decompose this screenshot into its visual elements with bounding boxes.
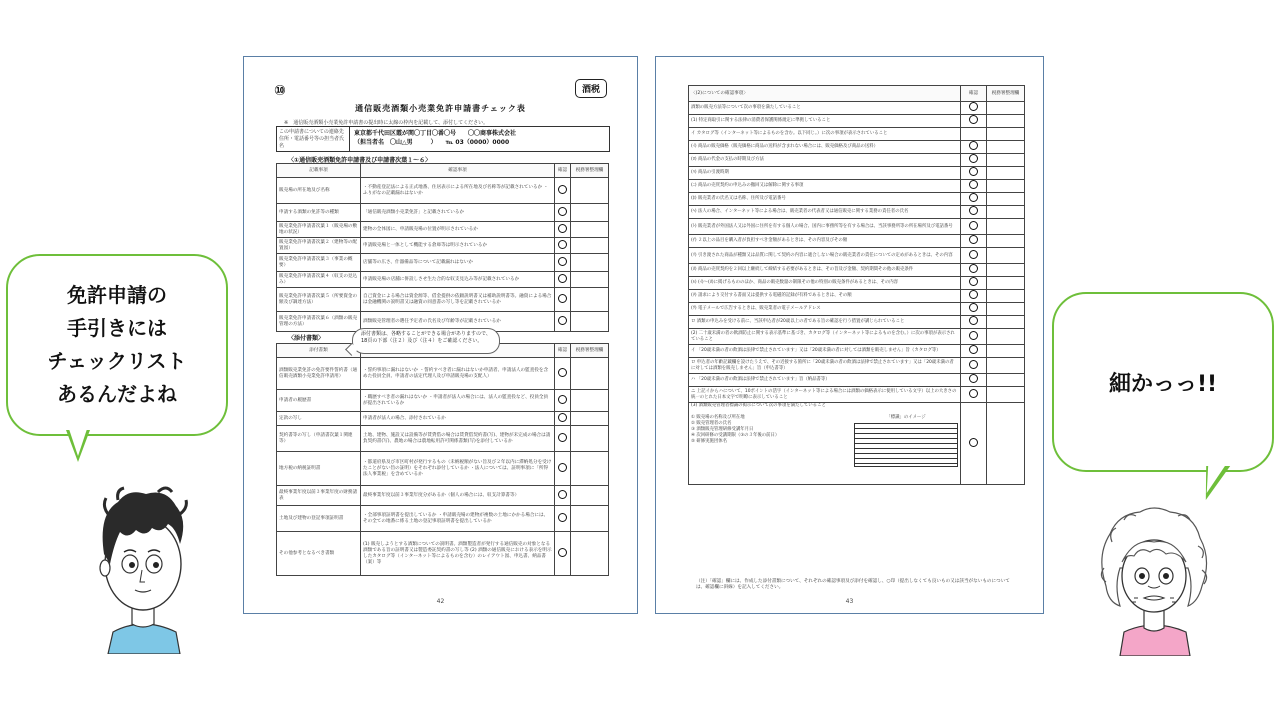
sign-item-list (691, 415, 848, 467)
row-check: 最終事業年度以前３事業年度分があるか（個人の場合には、収支計算書等） (361, 486, 555, 506)
row-check: ・都道府県及び市区町村が発行するもの（未納税額がない旨及び２年以内に滞納処分を受けたことがない旨の証明）をそれぞれ添付しているか ・法人については、証明事項に「所得法人事業税」を含めているか (361, 452, 555, 486)
attachment-row (277, 390, 609, 412)
confirm-cell[interactable] (961, 374, 987, 387)
bubble-left-tail-inner (69, 429, 87, 456)
confirm-row (689, 167, 1025, 180)
confirm-cell[interactable] (961, 290, 987, 303)
row-check: 「通信販売酒類小売業免許」と記載されているか (361, 204, 555, 222)
confirm-cell[interactable] (961, 248, 987, 264)
confirm-row-label: (ﾛ) 商品の代金の支払の時期及び方法 (691, 157, 764, 162)
confirm-row (689, 219, 1025, 235)
check-circle-icon (969, 264, 978, 273)
confirm-row (689, 403, 1025, 485)
sign-item: ④ 次回研修の受講期限（③の３年後の前日） (691, 433, 780, 438)
confirm-row-text (689, 180, 961, 193)
confirm-cell[interactable] (961, 277, 987, 290)
confirm-row-label: (2) 二十歳未満の者の飲酒防止に関する表示基準に基づき、カタログ等（インターネット等によるものを含む。）に次の事項が表示されていること (691, 330, 955, 342)
sign-item: ② 販売管理者の氏名 (691, 421, 732, 426)
row-check: 申請販売場の店舗に併設しさせ生た合的な収支見込み等が記載されているか (361, 272, 555, 288)
officer-cell (987, 358, 1025, 374)
officer-cell (571, 358, 609, 390)
confirm-row-text (689, 387, 961, 403)
row-item: 申請する酒類の免許等の種類 (277, 204, 361, 222)
confirm-row-label: (ｦ) 請求により交付する書面又は提供する電磁的記録が有料であるときは、その額 (691, 293, 852, 298)
applicant-value (350, 127, 609, 151)
check-row (277, 288, 609, 312)
check-circle-icon (969, 438, 978, 447)
confirm-cell[interactable] (961, 329, 987, 345)
applicant-contact: （担当者名 〇山△男 ） ℡ 03（0000）0000 (354, 139, 510, 146)
confirm-cell[interactable] (961, 387, 987, 403)
confirm-row-label: (ﾁ) ２以上の品目を購入者が負担すべき金額があるときは、その内容及びその額 (691, 238, 848, 243)
confirm-row-text (689, 358, 961, 374)
officer-cell (571, 254, 609, 272)
confirm-row-text (689, 102, 961, 115)
check-row (277, 222, 609, 238)
woman-character-illustration (1094, 506, 1214, 656)
confirm-row (689, 329, 1025, 345)
check-circle-icon (969, 206, 978, 215)
check-circle-icon (558, 257, 567, 266)
check-circle-icon (969, 102, 978, 111)
col-officer: 税務署整理欄 (571, 164, 609, 178)
officer-cell (987, 290, 1025, 303)
confirm-row-text (689, 219, 961, 235)
confirm-cell[interactable] (555, 532, 571, 576)
officer-cell (571, 390, 609, 412)
confirm-cell[interactable] (961, 264, 987, 277)
confirm-row (689, 141, 1025, 154)
check-circle-icon (969, 180, 978, 189)
officer-cell (987, 141, 1025, 154)
check-row (277, 238, 609, 254)
officer-cell (987, 154, 1025, 167)
confirm-row (689, 316, 1025, 329)
confirm-row-text (689, 141, 961, 154)
confirm-row-label: イ カタログ等（インターネット等によるものを含む。以下同じ。）に次の事項が表示されていること (691, 131, 888, 136)
check-circle-icon (969, 154, 978, 163)
check-circle-icon (969, 115, 978, 124)
row-item: 契約書等の写し（申請書次葉１関連等） (277, 426, 361, 452)
confirm-row-label: ニ 上記イからハについて、10ポイントの活字（インターネット等による場合には酒類の価格表示に使用している文字）以上の大きさの統一のとれた日本文字で明瞭に表示していること (691, 388, 957, 400)
officer-cell (987, 167, 1025, 180)
confirm-cell[interactable] (555, 506, 571, 532)
row-check: ・全部事項証明書を提出しているか ・申請販売場の建物が複数の土地にかかる場合には、その全ての地番に係る土地の登記事項証明書を提出しているか (361, 506, 555, 532)
check-circle-icon (558, 207, 567, 216)
confirm-row-label: (ﾆ) 商品の売買契約の申込みの撤回又は解除に関する事項 (691, 183, 804, 188)
officer-cell (571, 238, 609, 254)
confirm-row (689, 193, 1025, 206)
document-page-right (655, 56, 1044, 614)
document-note: ※ 通信販売酒類小売業免許申請書の提出時に太線の枠内を記載して、添付してください。 (284, 120, 489, 126)
confirm-row-label: ハ 「20歳未満の者の飲酒は法律で禁止されています」旨（納品書等） (691, 377, 830, 382)
confirm-cell[interactable] (961, 193, 987, 206)
row-item: 販売業免許申請書次葉１（販売場の敷地の状況） (277, 222, 361, 238)
confirm-row-text (689, 264, 961, 277)
row-item: 販売業免許申請書次葉３（事業の概要） (277, 254, 361, 272)
confirm-cell[interactable] (555, 272, 571, 288)
confirm-cell[interactable] (961, 141, 987, 154)
confirm-row-label: (ﾊ) 商品の引渡時期 (691, 170, 729, 175)
row-item: 土地及び建物の登記事項証明書 (277, 506, 361, 532)
officer-cell (987, 403, 1025, 485)
confirm-row-text (689, 248, 961, 264)
check-row (277, 272, 609, 288)
officer-cell (571, 532, 609, 576)
officer-cell (987, 316, 1025, 329)
row-item: 最終事業年度以前３事業年度の財務諸表 (277, 486, 361, 506)
check-circle-icon (558, 413, 567, 422)
confirm-cell[interactable] (961, 102, 987, 115)
confirm-row-label: 酒類の販売方法等について次の事項を満たしていること (691, 105, 801, 110)
bubble-left-text (48, 279, 187, 411)
row-item: 販売業免許申請書次葉６（酒類の販売管理の方法） (277, 312, 361, 332)
row-check: 酒類販売管理者の選任予定者の氏名及び年齢等が記載されているか (361, 312, 555, 332)
officer-cell (987, 248, 1025, 264)
confirm-cell[interactable] (555, 412, 571, 426)
check-circle-icon (969, 250, 978, 259)
row-check: 自己資金による場合は資金源等、借金提供の依頼説明書又は補助説明書等。融資による場合は金融機関の説明書又は融資の同意書の写し等を記載されているか (361, 288, 555, 312)
check-circle-icon (558, 240, 567, 249)
confirm-cell[interactable] (961, 206, 987, 219)
confirm-row-label: ロ 申込者の年齢記載欄を設けたうえで、その近接する箇所に「20歳未満の者の飲酒は法律で禁止されています」又は「20歳未満の者に対しては酒類を販売しません」旨（申込書等） (691, 359, 954, 371)
speech-bubble-right (1052, 292, 1274, 472)
confirm-cell[interactable] (961, 167, 987, 180)
confirm-cell[interactable] (555, 452, 571, 486)
confirm-row-label: (ﾍ) 法人の場合、インターネット等による場合は、販売業者の代表者又は通信販売に関する業務の責任者の氏名 (691, 209, 909, 214)
confirm-cell[interactable] (555, 254, 571, 272)
confirm-row (689, 248, 1025, 264)
confirm-cell[interactable] (555, 178, 571, 204)
confirm-row-text (689, 235, 961, 248)
confirm-row-label: (ﾙ) (ｲ)～(ﾇ)に掲げるもののほか、商品の販売数量の制限その他の特別の販売条件があるときは、その内容 (691, 280, 899, 285)
check-circle-icon (558, 316, 567, 325)
confirm-row-text (689, 206, 961, 219)
row-item: 酒類販売業免許の免許要件誓約書（通信販売酒類小売業免許申請用） (277, 358, 361, 390)
confirm-row (689, 128, 1025, 141)
row-item: その他参考となるべき書類 (277, 532, 361, 576)
confirm-row-label: イ 「20歳未満の者の飲酒は法律で禁止されています」又は「20歳未満の者に対しては酒類を販売しません」旨（カタログ等） (691, 348, 941, 353)
check-circle-icon (969, 389, 978, 398)
confirm-row-label: (ﾇ) 商品の売買契約を２回以上継続して締結する必要があるときは、その旨及び金額、契約期間その他の販売条件 (691, 267, 914, 272)
confirm-row-label: (ﾘ) 引き渡された商品が種類又は品質に関して契約の内容に適合しない場合の販売業者の責任についての定めがあるときは、その内容 (691, 252, 953, 258)
right-table-title: 〈(2)についての確認事項〉 (689, 86, 961, 102)
confirm-row-text (689, 193, 961, 206)
attachment-row (277, 452, 609, 486)
col-officer: 税務署整理欄 (571, 344, 609, 358)
confirm-row-label: (3) 酒類販売管理者標識の掲示について次の事項を満たしていること (691, 403, 826, 408)
sign-image-title: 「標識」のイメージ (886, 415, 926, 420)
bubble-left-line: 免許申請の (67, 283, 167, 307)
row-check: 建物の全体図に、申請販売場の位置が明示されているか (361, 222, 555, 238)
confirm-cell[interactable] (961, 235, 987, 248)
row-item: 申請者の履歴書 (277, 390, 361, 412)
confirm-cell[interactable] (555, 426, 571, 452)
confirm-row-text (689, 329, 961, 345)
check-row (277, 178, 609, 204)
confirm-row-text (689, 154, 961, 167)
confirm-row-text (689, 374, 961, 387)
officer-cell (987, 277, 1025, 290)
row-check: 土地、建物、施設又は設備等が賃貸借の場合は賃貸借契約書(写)、建物が未完成の場合は請負契約書(写)、農地の場合は農地転用許可関係書類(写)を添付しているか (361, 426, 555, 452)
confirm-cell[interactable] (555, 204, 571, 222)
col-confirm: 確認 (555, 344, 571, 358)
check-circle-icon (558, 368, 567, 377)
attachment-row (277, 358, 609, 390)
row-item: 定款の写し (277, 412, 361, 426)
officer-cell (987, 264, 1025, 277)
sign-item: ① 販売場の名称及び所在地 (691, 415, 745, 420)
officer-cell (571, 412, 609, 426)
section1-title: 〈①通信販売酒類免許申請書及び申請書次葉１～６〉 (288, 157, 432, 164)
row-check: ・不動産登記法による正式地番、住居表示による所在地及び名称等が記載されているか ・ふりがなの記載漏れはないか (361, 178, 555, 204)
page-number: 43 (845, 598, 854, 605)
col-item: 記載事項 (277, 164, 361, 178)
confirm-row (689, 345, 1025, 358)
confirm-cell[interactable] (961, 128, 987, 141)
confirm-cell[interactable] (961, 303, 987, 316)
officer-cell (987, 387, 1025, 403)
applicant-label: この申請書についての連絡先住所・電話番号等の担当者氏名 (277, 127, 350, 151)
bubble-right-text: 細かっっ!! (1108, 371, 1218, 397)
officer-cell (571, 204, 609, 222)
col-officer: 税務署整理欄 (987, 86, 1025, 102)
officer-cell (571, 452, 609, 486)
confirm-row (689, 358, 1025, 374)
officer-cell (571, 288, 609, 312)
sign-item: ⑤ 研修実施団体名 (691, 439, 728, 444)
applicant-address: 東京都千代田区霞が関〇丁目〇番〇号 〇〇商事株式会社 (354, 130, 517, 137)
confirm-row-text (689, 167, 961, 180)
check-circle-icon (558, 490, 567, 499)
check-circle-icon (969, 316, 978, 325)
confirm-row (689, 264, 1025, 277)
confirm-row-text (689, 290, 961, 303)
confirm-row-text (689, 303, 961, 316)
row-check: 店舗等の広さ、什器備品等について記載漏れはないか (361, 254, 555, 272)
officer-cell (987, 102, 1025, 115)
officer-cell (571, 506, 609, 532)
bubble-left-line: チェックリスト (47, 349, 187, 373)
confirm-cell[interactable] (961, 316, 987, 329)
row-check: (1) 販売しようとする酒類についての説明書。酒類製造者が発行する通信販売の対象となる酒類である旨の証明書又は製造委託契約書の写し等 (2) 酒類の通信販売における表示を明示したカタログ等（インターネット等によるものを含む）のレイアウト図、申込書、納品書（案）等 (361, 532, 555, 576)
officer-cell (987, 193, 1025, 206)
check-circle-icon (969, 193, 978, 202)
officer-cell (571, 178, 609, 204)
check-circle-icon (969, 345, 978, 354)
bubble-left-line: あるんだよね (57, 382, 177, 406)
confirm-row-label: (ﾜ) 電子メールで広告するときは、販売業者の電子メールアドレス (691, 306, 821, 311)
check-circle-icon (969, 290, 978, 299)
officer-cell (987, 374, 1025, 387)
check-circle-icon (969, 141, 978, 150)
section2-title: 〈添付書類〉 (288, 335, 325, 342)
row-item: 販売業免許申請書次葉２（建物等の配置図） (277, 238, 361, 254)
officer-cell (571, 426, 609, 452)
confirm-cell[interactable] (555, 358, 571, 390)
row-item: 地方税の納税証明書 (277, 452, 361, 486)
application-check-table (276, 163, 609, 332)
col-doc: 添付書類 (277, 344, 361, 358)
sign-item: ③ 酒類販売管理研修受講年月日 (691, 427, 754, 432)
row-check: ・誓約事項に漏れはないか ・誓約すべき者に漏れはないか申請者、申請法人の監査役を含めた役員全員、申請者の法定代理人及び申請販売場の支配人） (361, 358, 555, 390)
confirm-cell[interactable] (555, 222, 571, 238)
confirm-row-label: (ﾄ) 販売業者が外国法人又は外国に住所を有する個人の場合、国内に事務所等を有する場合は、当該事務所等の所在場所及び電話番号 (691, 223, 953, 229)
attachment-row (277, 486, 609, 506)
row-check: 申請者が法人の場合、添付されているか (361, 412, 555, 426)
row-check: ・職歴すべき者の漏れはないか ・申請者が法人の場合には、法人の監査役など、役員全員が提出されているか (361, 390, 555, 412)
officer-cell (987, 180, 1025, 193)
row-item: 販売業免許申請書次葉４（収支の見込み） (277, 272, 361, 288)
sign-image-section (691, 415, 958, 467)
confirm-cell[interactable] (555, 312, 571, 332)
confirm-cell[interactable] (961, 358, 987, 374)
officer-cell (987, 345, 1025, 358)
attachment-check-table (276, 343, 609, 576)
confirm-row (689, 387, 1025, 403)
confirm-row-label: (1) 特定商取引に関する法律の消費者保護関係規定に準拠していること (691, 118, 831, 123)
sign-plate (854, 423, 958, 467)
check-circle-icon (558, 433, 567, 442)
confirm-cell[interactable] (555, 390, 571, 412)
confirm-cell[interactable] (555, 238, 571, 254)
check-circle-icon (969, 303, 978, 312)
confirm-cell[interactable] (961, 345, 987, 358)
speech-bubble-left (6, 254, 228, 436)
bubble-left-line: 手引きには (67, 316, 167, 340)
col-confirm: 確認 (555, 164, 571, 178)
confirm-row-text (689, 316, 961, 329)
check-circle-icon (969, 360, 978, 369)
confirm-cell[interactable] (555, 486, 571, 506)
confirm-row (689, 290, 1025, 303)
officer-cell (987, 219, 1025, 235)
sign-image (854, 415, 958, 467)
confirm-row-label: ロ 酒類の申込みを受ける前に、当該申込者が20歳以上の者である旨の確認を行う措置が講じられていること (691, 319, 905, 324)
attachment-row (277, 532, 609, 576)
check-circle-icon (558, 395, 567, 404)
document-title: 通信販売酒類小売業免許申請書チェック表 (355, 104, 526, 113)
attachment-row (277, 506, 609, 532)
officer-cell (987, 206, 1025, 219)
officer-cell (987, 329, 1025, 345)
check-circle-icon (969, 221, 978, 230)
attachment-row (277, 426, 609, 452)
row-item: 販売場の所在地及び名称 (277, 178, 361, 204)
confirm-row (689, 303, 1025, 316)
confirm-row (689, 235, 1025, 248)
confirm-row (689, 180, 1025, 193)
officer-cell (987, 235, 1025, 248)
attachment-callout: 添付書類は、各略することができる場合がありますので、18頁の下部（注２）及び（注４）をご確認ください。 (352, 328, 500, 354)
check-circle-icon (558, 274, 567, 283)
check-circle-icon (558, 224, 567, 233)
check-row (277, 204, 609, 222)
confirm-row-text (689, 115, 961, 128)
boy-character-illustration (88, 484, 198, 654)
confirm-row (689, 206, 1025, 219)
check-circle-icon (558, 463, 567, 472)
officer-cell (987, 115, 1025, 128)
check-circle-icon (969, 277, 978, 286)
sales-method-check-table (688, 85, 1025, 485)
confirm-row (689, 115, 1025, 128)
officer-cell (987, 303, 1025, 316)
check-circle-icon (558, 548, 567, 557)
confirm-row (689, 374, 1025, 387)
page-number-mark: ⑩ (274, 83, 286, 99)
confirm-row-text (689, 277, 961, 290)
confirm-row-text (689, 128, 961, 141)
officer-cell (571, 312, 609, 332)
confirm-row (689, 277, 1025, 290)
footnote: （注）「確認」欄には、作成した添付書類について、それぞれの確認事項及び添付を確認し、○印（提出しなくても良いもの又は該当がないものについては、確認欄に斜線）を記入してください。 (696, 579, 1010, 590)
check-circle-icon (969, 167, 978, 176)
check-row (277, 254, 609, 272)
check-circle-icon (969, 374, 978, 383)
confirm-row-text (689, 403, 961, 485)
page-number: 42 (436, 598, 445, 605)
check-circle-icon (969, 235, 978, 244)
row-check: 申請販売場と一体として機能する倉庫等は明示されているか (361, 238, 555, 254)
confirm-cell[interactable] (961, 403, 987, 485)
officer-cell (571, 486, 609, 506)
confirm-cell[interactable] (961, 115, 987, 128)
check-circle-icon (558, 185, 567, 194)
tax-stamp: 酒税 (575, 79, 607, 98)
confirm-cell[interactable] (961, 154, 987, 167)
officer-cell (987, 128, 1025, 141)
check-circle-icon (558, 294, 567, 303)
confirm-cell[interactable] (961, 219, 987, 235)
confirm-cell[interactable] (555, 288, 571, 312)
officer-cell (571, 222, 609, 238)
check-circle-icon (558, 513, 567, 522)
confirm-row (689, 102, 1025, 115)
col-confirm: 確認 (961, 86, 987, 102)
col-check: 確認事項 (361, 164, 555, 178)
confirm-row-label: (ﾎ) 販売業者の氏名又は名称、住所及び電話番号 (691, 196, 786, 201)
confirm-cell[interactable] (961, 180, 987, 193)
attachment-row (277, 412, 609, 426)
officer-cell (571, 272, 609, 288)
row-item: 販売業免許申請書次葉５（所要資金の額及び調達方法） (277, 288, 361, 312)
applicant-contact-box (276, 126, 610, 152)
confirm-row-label: (ｲ) 商品の販売価格（販売価格に商品の送料が含まれない場合には、販売価格及び商品の送料） (691, 144, 879, 149)
confirm-row (689, 154, 1025, 167)
check-circle-icon (969, 331, 978, 340)
confirm-row-text (689, 345, 961, 358)
